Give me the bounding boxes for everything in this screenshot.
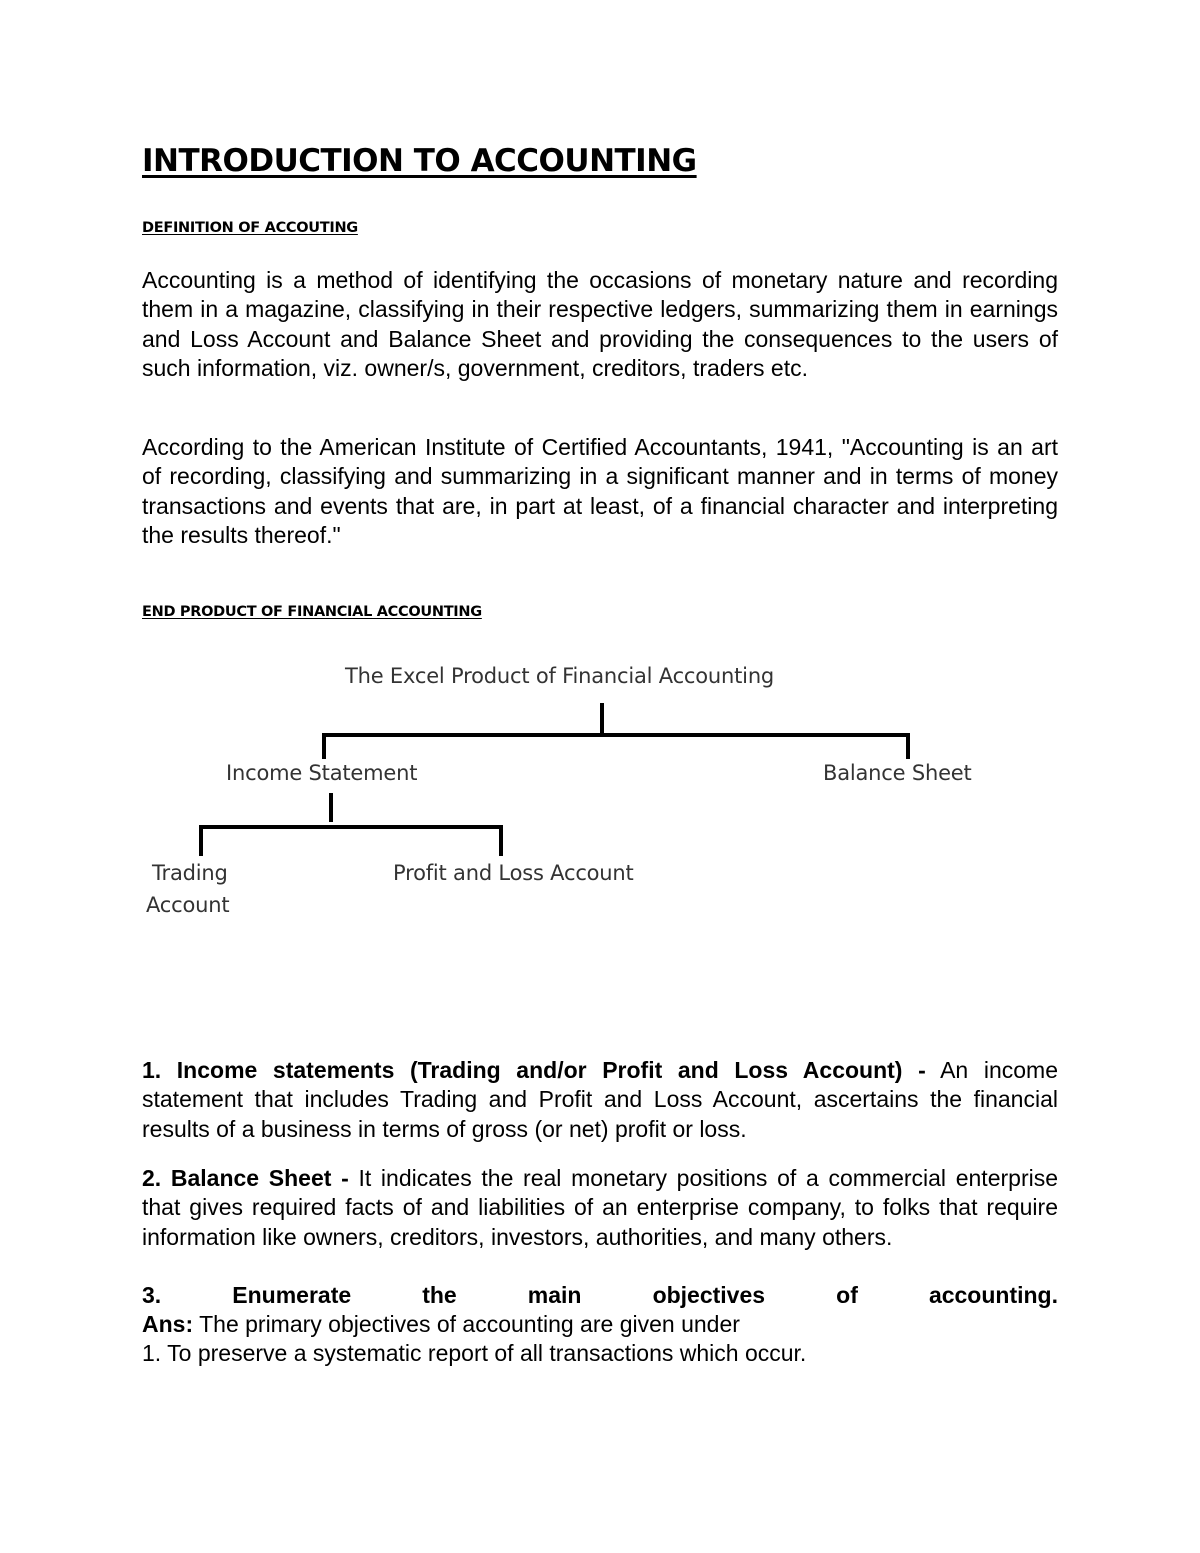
end-product-heading: END PRODUCT OF FINANCIAL ACCOUNTING xyxy=(142,604,482,620)
diagram-level1-bar xyxy=(322,733,910,737)
diagram-income-connector xyxy=(322,733,326,759)
balance-sheet-item xyxy=(142,1164,1058,1252)
definition-paragraph: Accounting is a method of identifying the occasions of monetary nature and recording them in a magazine, classifying in their respective ledgers, summarizing them in earnings and Loss Account and Balance Sheet and providing the consequences to the users of such information, viz. owner/s, government, creditors, traders etc. xyxy=(142,267,1058,382)
diagram-trading-label: Trading xyxy=(152,861,228,885)
diagram-income-stem xyxy=(329,793,333,822)
question-word: 3. xyxy=(142,1282,162,1308)
aicpa-definition-paragraph: According to the American Institute of Certified Accountants, 1941, "Accounting is an art of recording, classifying and summarizing in a significant manner and in terms of money transactions and events that are, in part at least, of a financial character and interpreting the results thereof." xyxy=(142,434,1058,549)
diagram-root-connector xyxy=(600,703,604,733)
objective-1: 1. To preserve a systematic report of all transactions which occur. xyxy=(142,1340,807,1366)
question-word: Enumerate xyxy=(232,1282,352,1308)
diagram-account-label: Account xyxy=(146,893,230,917)
question-word: the xyxy=(422,1282,457,1308)
diagram-root-label: The Excel Product of Financial Accounting xyxy=(345,664,775,688)
diagram-trading-connector xyxy=(199,825,203,856)
question-word: main xyxy=(527,1282,582,1308)
diagram-profit-loss-label: Profit and Loss Account xyxy=(393,861,634,885)
question-word: objectives xyxy=(652,1282,766,1308)
question-word: of xyxy=(836,1282,858,1308)
balance-sheet-label: 2. Balance Sheet - xyxy=(142,1165,349,1191)
diagram-level2-bar xyxy=(199,825,503,829)
income-statements-label: 1. Income statements (Trading and/or Profit and Loss Account) - xyxy=(142,1057,926,1083)
enumerate-objectives-question xyxy=(142,1281,1058,1310)
balance-sheet-text: It indicates the real monetary positions of a commercial enterprise that gives required facts of and liabilities of an enterprise company, to folks that require information like owners, creditors, investors, authorities, and many others. xyxy=(142,1165,1059,1250)
definition-heading: DEFINITION OF ACCOUTING xyxy=(142,220,358,236)
income-statements-item xyxy=(142,1056,1058,1144)
diagram-balance-sheet-label: Balance Sheet xyxy=(823,761,972,785)
income-statements-text: An income statement that includes Trading and Profit and Loss Account, ascertains the financial results of a business in terms of gross (or net) profit or loss. xyxy=(142,1057,1058,1142)
question-word: accounting. xyxy=(928,1282,1058,1308)
diagram-balance-connector xyxy=(906,733,910,759)
answer-text: The primary objectives of accounting are given under xyxy=(193,1311,740,1337)
page-title: INTRODUCTION TO ACCOUNTING xyxy=(142,143,697,179)
answer-line xyxy=(142,1310,1058,1339)
answer-label: Ans: xyxy=(142,1311,194,1337)
diagram-income-statement-label: Income Statement xyxy=(226,761,418,785)
diagram-pl-connector xyxy=(499,825,503,856)
